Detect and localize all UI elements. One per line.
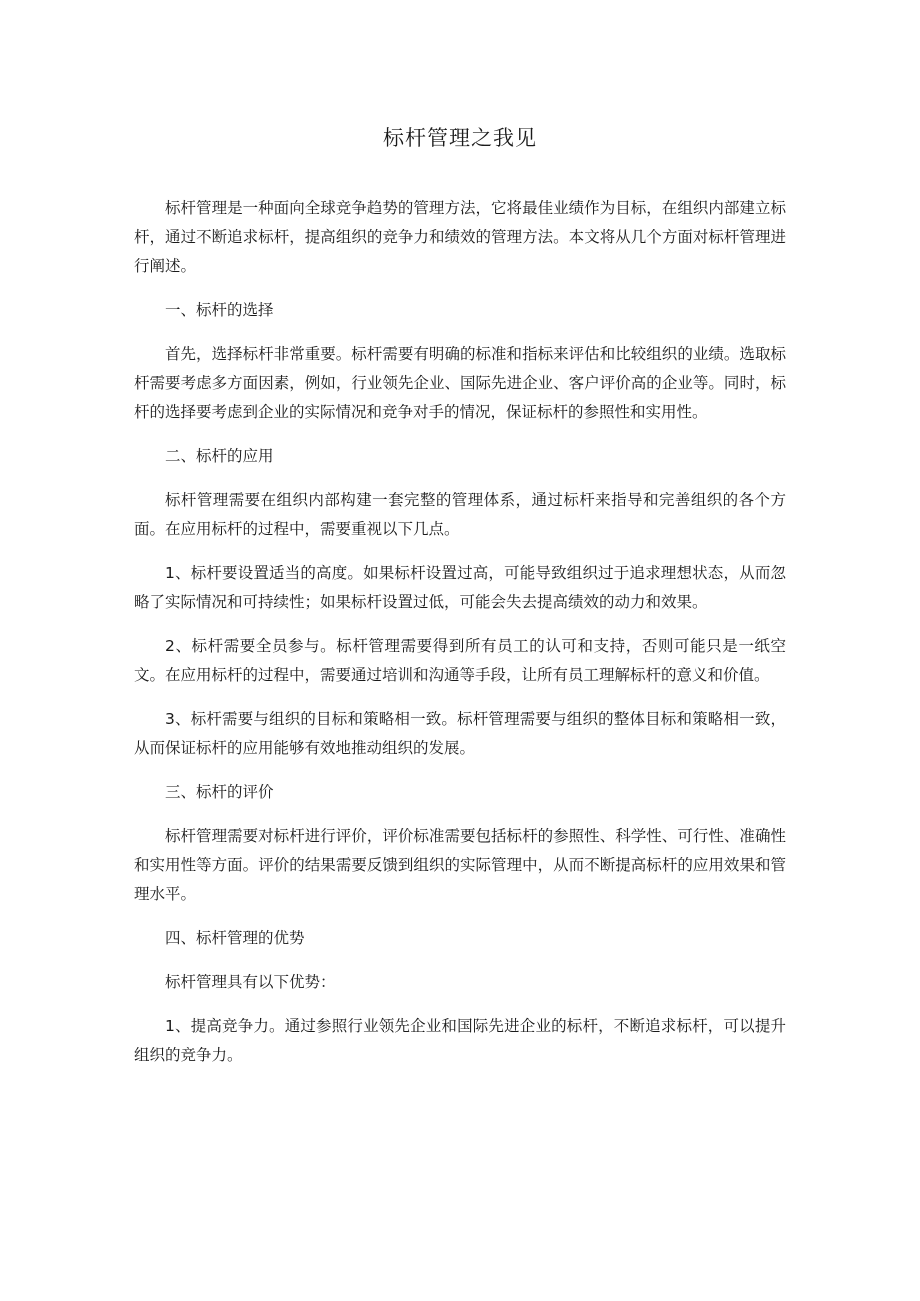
paragraph-evaluation: 标杆管理需要对标杆进行评价，评价标准需要包括标杆的参照性、科学性、可行性、准确性和实用性等方面。评价的结果需要反馈到组织的实际管理中，从而不断提高标杆的应用效果和管理水平。	[134, 827, 786, 903]
advantages-intro: 标杆管理具有以下优势：	[165, 973, 336, 991]
paragraph-application: 标杆管理需要在组织内部构建一套完整的管理体系，通过标杆来指导和完善组织的各个方面。在应用标杆的过程中，需要重视以下几点。	[134, 491, 786, 538]
paragraph-intro: 标杆管理是一种面向全球竞争趋势的管理方法，它将最佳业绩作为目标，在组织内部建立标杆，通过不断追求标杆，提高组织的竞争力和绩效的管理方法。本文将从几个方面对标杆管理进行阐述。	[134, 199, 786, 275]
section-heading-4: 四、标杆管理的优势	[165, 929, 305, 947]
section-heading-3: 三、标杆的评价	[165, 783, 274, 801]
paragraph-application-point-3: 3、标杆需要与组织的目标和策略相一致。标杆管理需要与组织的整体目标和策略相一致，从而保证标杆的应用能够有效地推动组织的发展。	[134, 710, 786, 757]
paragraph-application-point-2: 2、标杆需要全员参与。标杆管理需要得到所有员工的认可和支持，否则可能只是一纸空文。在应用标杆的过程中，需要通过培训和沟通等手段，让所有员工理解标杆的意义和价值。	[134, 637, 786, 684]
section-heading-1: 一、标杆的选择	[165, 301, 274, 319]
paragraph-application-point-1: 1、标杆要设置适当的高度。如果标杆设置过高，可能导致组织过于追求理想状态，从而忽略了实际情况和可持续性；如果标杆设置过低，可能会失去提高绩效的动力和效果。	[134, 564, 786, 611]
paragraph-selection: 首先，选择标杆非常重要。标杆需要有明确的标准和指标来评估和比较组织的业绩。选取标杆需要考虑多方面因素，例如，行业领先企业、国际先进企业、客户评价高的企业等。同时，标杆的选择要考虑到企业的实际情况和竞争对手的情况，保证标杆的参照性和实用性。	[134, 345, 786, 421]
section-heading-2: 二、标杆的应用	[165, 447, 274, 465]
paragraph-advantage-1: 1、提高竞争力。通过参照行业领先企业和国际先进企业的标杆，不断追求标杆，可以提升组织的竞争力。	[134, 1017, 786, 1064]
document-title: 标杆管理之我见	[383, 126, 537, 150]
